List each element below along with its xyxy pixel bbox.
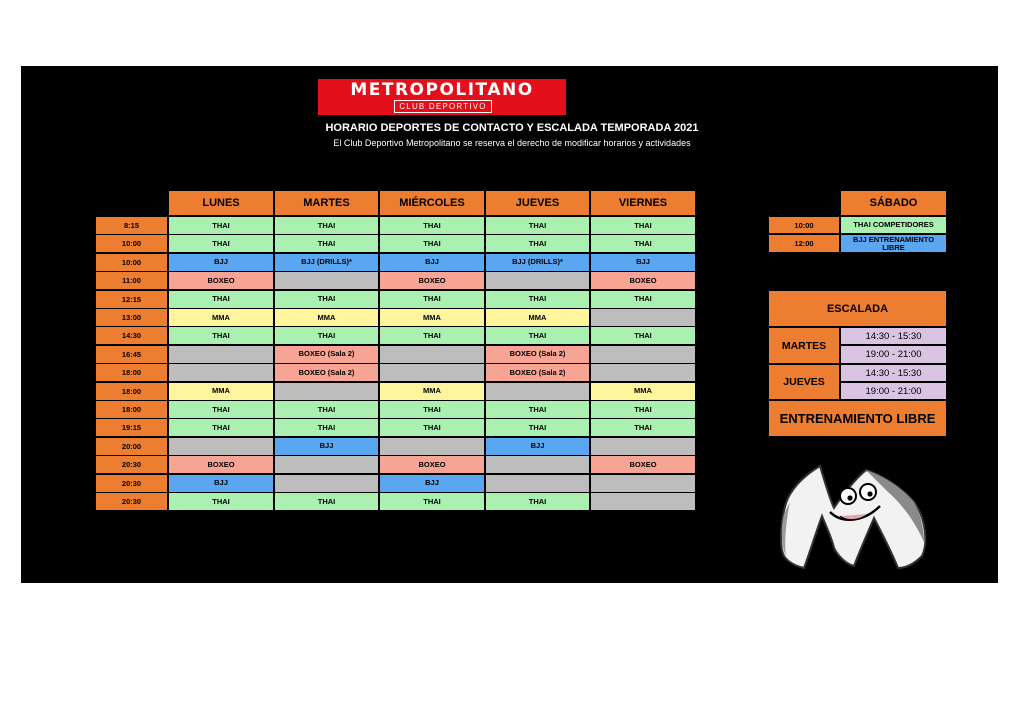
schedule-cell: THAI [168,290,274,309]
schedule-cell: MMA [379,382,485,401]
time-cell: 18:00 [95,382,168,401]
schedule-cell: THAI [379,216,485,235]
time-cell: 10:00 [95,253,168,272]
schedule-cell [485,382,590,401]
schedule-cell: MMA [379,308,485,327]
climbing-footer: ENTRENAMIENTO LIBRE [768,400,947,437]
schedule-cell: MMA [168,382,274,401]
schedule-cell: THAI [379,290,485,309]
time-cell: 12:15 [95,290,168,309]
time-cell: 18:00 [95,400,168,419]
schedule-cell: THAI [485,234,590,253]
schedule-cell: THAI [379,418,485,437]
time-cell: 13:00 [95,308,168,327]
schedule-cell: BOXEO [379,271,485,290]
climbing-slot: 19:00 - 21:00 [840,382,947,400]
schedule-cell [168,437,274,456]
schedule-cell: THAI [485,400,590,419]
schedule-cell [590,474,696,493]
m-letter-mascot-icon [776,452,932,578]
schedule-cell: BOXEO [379,455,485,474]
saturday-time: 10:00 [768,216,840,234]
saturday-activity: THAI COMPETIDORES [840,216,947,234]
page-subtitle: El Club Deportivo Metropolitano se reserva el derecho de modificar horarios y actividades [333,138,691,148]
schedule-cell: THAI [485,418,590,437]
schedule-cell: THAI [168,216,274,235]
schedule-cell [168,363,274,382]
time-cell: 20:30 [95,455,168,474]
schedule-cell: BOXEO [168,455,274,474]
schedule-cell [379,345,485,364]
schedule-cell: BOXEO (Sala 2) [274,345,379,364]
schedule-cell: THAI [590,234,696,253]
schedule-cell: BJJ [590,253,696,272]
schedule-cell: THAI [168,234,274,253]
schedule-cell: THAI [485,492,590,511]
logo-subtitle: CLUB DEPORTIVO [394,100,492,113]
schedule-cell: THAI [168,400,274,419]
schedule-cell: BJJ (DRILLS)* [274,253,379,272]
schedule-cell: BOXEO [590,271,696,290]
schedule-cell: THAI [168,492,274,511]
schedule-cell: BOXEO (Sala 2) [274,363,379,382]
schedule-cell: THAI [274,234,379,253]
schedule-cell: THAI [379,326,485,345]
schedule-cell: THAI [485,326,590,345]
schedule-cell: THAI [274,400,379,419]
schedule-cell: BJJ [274,437,379,456]
climbing-slot: 14:30 - 15:30 [840,327,947,345]
logo-brand: METROPOLITANO [350,80,534,100]
saturday-time: 12:00 [768,234,840,253]
schedule-cell: MMA [485,308,590,327]
schedule-cell: THAI [485,290,590,309]
climbing-slot: 14:30 - 15:30 [840,364,947,382]
time-cell: 11:00 [95,271,168,290]
time-cell: 20:30 [95,492,168,511]
time-cell: 8:15 [95,216,168,235]
saturday-activity: BJJ ENTRENAMIENTO LIBRE [840,234,947,253]
schedule-cell: MMA [590,382,696,401]
time-cell: 19:15 [95,418,168,437]
schedule-cell [485,455,590,474]
schedule-cell [168,345,274,364]
schedule-cell: THAI [274,418,379,437]
schedule-cell: THAI [168,326,274,345]
schedule-cell: MMA [168,308,274,327]
time-cell: 20:30 [95,474,168,493]
schedule-cell: BOXEO (Sala 2) [485,345,590,364]
schedule-cell: THAI [485,216,590,235]
schedule-cell: BJJ [168,253,274,272]
schedule-cell [274,455,379,474]
time-cell: 16:45 [95,345,168,364]
schedule-cell: THAI [274,326,379,345]
schedule-cell: BOXEO (Sala 2) [485,363,590,382]
climbing-day: JUEVES [768,364,840,400]
time-cell: 20:00 [95,437,168,456]
schedule-cell: MMA [274,308,379,327]
schedule-cell: BOXEO [168,271,274,290]
schedule-cell: BJJ [379,474,485,493]
schedule-cell: BJJ [485,437,590,456]
schedule-cell: THAI [590,400,696,419]
schedule-cell: THAI [590,216,696,235]
climbing-header: ESCALADA [768,290,947,327]
schedule-cell [590,492,696,511]
schedule-cell: THAI [590,290,696,309]
schedule-cell [590,437,696,456]
schedule-cell: BJJ [168,474,274,493]
schedule-cell: THAI [168,418,274,437]
day-header: MIÉRCOLES [379,190,485,216]
schedule-cell [485,474,590,493]
schedule-cell: BOXEO [590,455,696,474]
schedule-cell [590,345,696,364]
day-header: VIERNES [590,190,696,216]
time-cell: 14:30 [95,326,168,345]
schedule-cell: THAI [590,418,696,437]
schedule-cell: THAI [274,290,379,309]
schedule-cell: THAI [379,400,485,419]
club-logo [318,79,566,115]
schedule-cell [590,308,696,327]
schedule-cell: THAI [274,492,379,511]
day-header: MARTES [274,190,379,216]
page-title: HORARIO DEPORTES DE CONTACTO Y ESCALADA TEMPORADA 2021 [325,122,699,134]
schedule-cell: BJJ [379,253,485,272]
day-header: JUEVES [485,190,590,216]
climbing-slot: 19:00 - 21:00 [840,345,947,364]
schedule-cell [274,474,379,493]
schedule-cell [379,363,485,382]
schedule-cell [274,271,379,290]
schedule-cell [590,363,696,382]
climbing-day: MARTES [768,327,840,364]
time-cell: 10:00 [95,234,168,253]
time-cell: 18:00 [95,363,168,382]
schedule-cell: THAI [274,216,379,235]
saturday-header: SÁBADO [840,190,947,216]
schedule-cell: BJJ (DRILLS)* [485,253,590,272]
day-header: LUNES [168,190,274,216]
schedule-cell: THAI [590,326,696,345]
schedule-cell [274,382,379,401]
schedule-cell [379,437,485,456]
schedule-cell: THAI [379,492,485,511]
schedule-cell: THAI [379,234,485,253]
schedule-cell [485,271,590,290]
